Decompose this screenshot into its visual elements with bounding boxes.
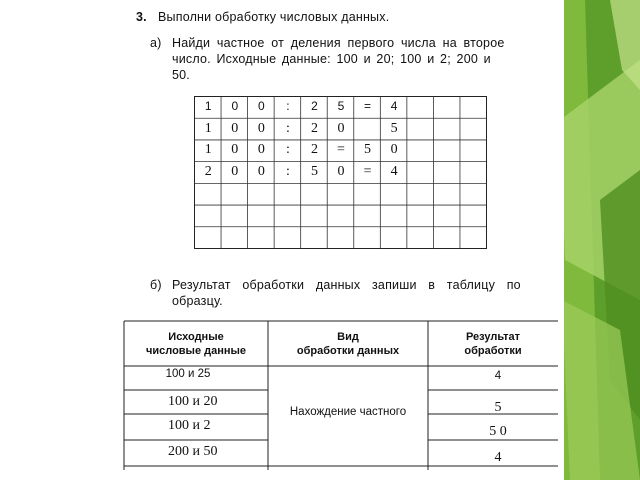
grid-cell: 0 (257, 120, 265, 136)
grid-cell: = (364, 99, 372, 113)
grid-cell: : (285, 164, 290, 180)
process-cell: Нахождение частного (289, 406, 407, 418)
part-a-label: а) (150, 36, 162, 50)
grid-cell: 1 (204, 142, 212, 158)
part-a-line3: 50. (172, 68, 190, 82)
grid-cell: 1 (204, 99, 212, 113)
grid-cell: 0 (231, 164, 239, 180)
task-number: 3. (136, 10, 147, 24)
part-a-line1: Найди частное от деления первого числа на второе (172, 36, 505, 50)
grid-cell: 0 (231, 120, 239, 136)
grid-cell: = (363, 164, 372, 180)
header-source-line1: Исходные (168, 331, 224, 343)
header-source-data (124, 330, 268, 358)
table-source-cell: 100 и 20 (168, 394, 218, 409)
grid-cell: 0 (258, 99, 265, 113)
table-result-cell: 5 0 (489, 424, 507, 439)
grid-cell: 5 (310, 164, 318, 180)
table-result-cell: 4 (494, 370, 502, 382)
header-source-line2: числовые данные (145, 345, 247, 357)
grid-cell: 2 (204, 164, 212, 180)
task-title: Выполни обработку числовых данных. (158, 10, 390, 24)
grid-cell: 0 (231, 99, 239, 113)
grid-cell: 0 (337, 120, 345, 136)
table-source-cell: 100 и 2 (168, 418, 211, 433)
header-result-line1: Результат (465, 331, 521, 343)
header-process-line1: Вид (337, 331, 359, 343)
header-process-line2: обработки данных (296, 345, 400, 357)
grid-cell: 0 (257, 142, 265, 158)
grid-cell: 2 (311, 99, 318, 113)
grid-cell: : (285, 142, 290, 158)
grid-cell: 2 (310, 142, 318, 158)
part-a-line2: число. Исходные данные: 100 и 20; 100 и 2; 200 и (172, 52, 491, 66)
grid-cell: 4 (390, 164, 398, 180)
header-process-type (268, 330, 428, 358)
table-result-cell: 4 (494, 450, 502, 465)
table-source-cell: 200 и 50 (168, 444, 218, 459)
grid-cell: 0 (390, 142, 398, 158)
grid-cell: 1 (204, 120, 212, 136)
header-result (428, 330, 558, 358)
part-b-line2: образцу. (172, 294, 223, 308)
grid-cell: 4 (390, 99, 398, 113)
header-result-line2: обработки (464, 345, 522, 357)
grid-cell: : (286, 99, 290, 113)
grid-cell: 5 (337, 99, 345, 113)
part-b-label: б) (150, 278, 162, 292)
grid-cell: 5 (390, 120, 398, 136)
textbook-page (122, 0, 564, 480)
grid-cell: 0 (337, 164, 345, 180)
grid-cell: 5 (364, 142, 372, 158)
part-b-line1: Результат обработки данных запиши в таблицу по (172, 278, 521, 292)
table-result-cell: 5 (494, 400, 502, 415)
grid-cell: 0 (257, 164, 265, 180)
grid-cell: 2 (310, 120, 318, 136)
grid-cell: 0 (231, 142, 239, 158)
grid-cell: : (285, 120, 290, 136)
grid-cell: = (337, 142, 345, 158)
table-source-cell: 100 и 25 (165, 368, 211, 380)
